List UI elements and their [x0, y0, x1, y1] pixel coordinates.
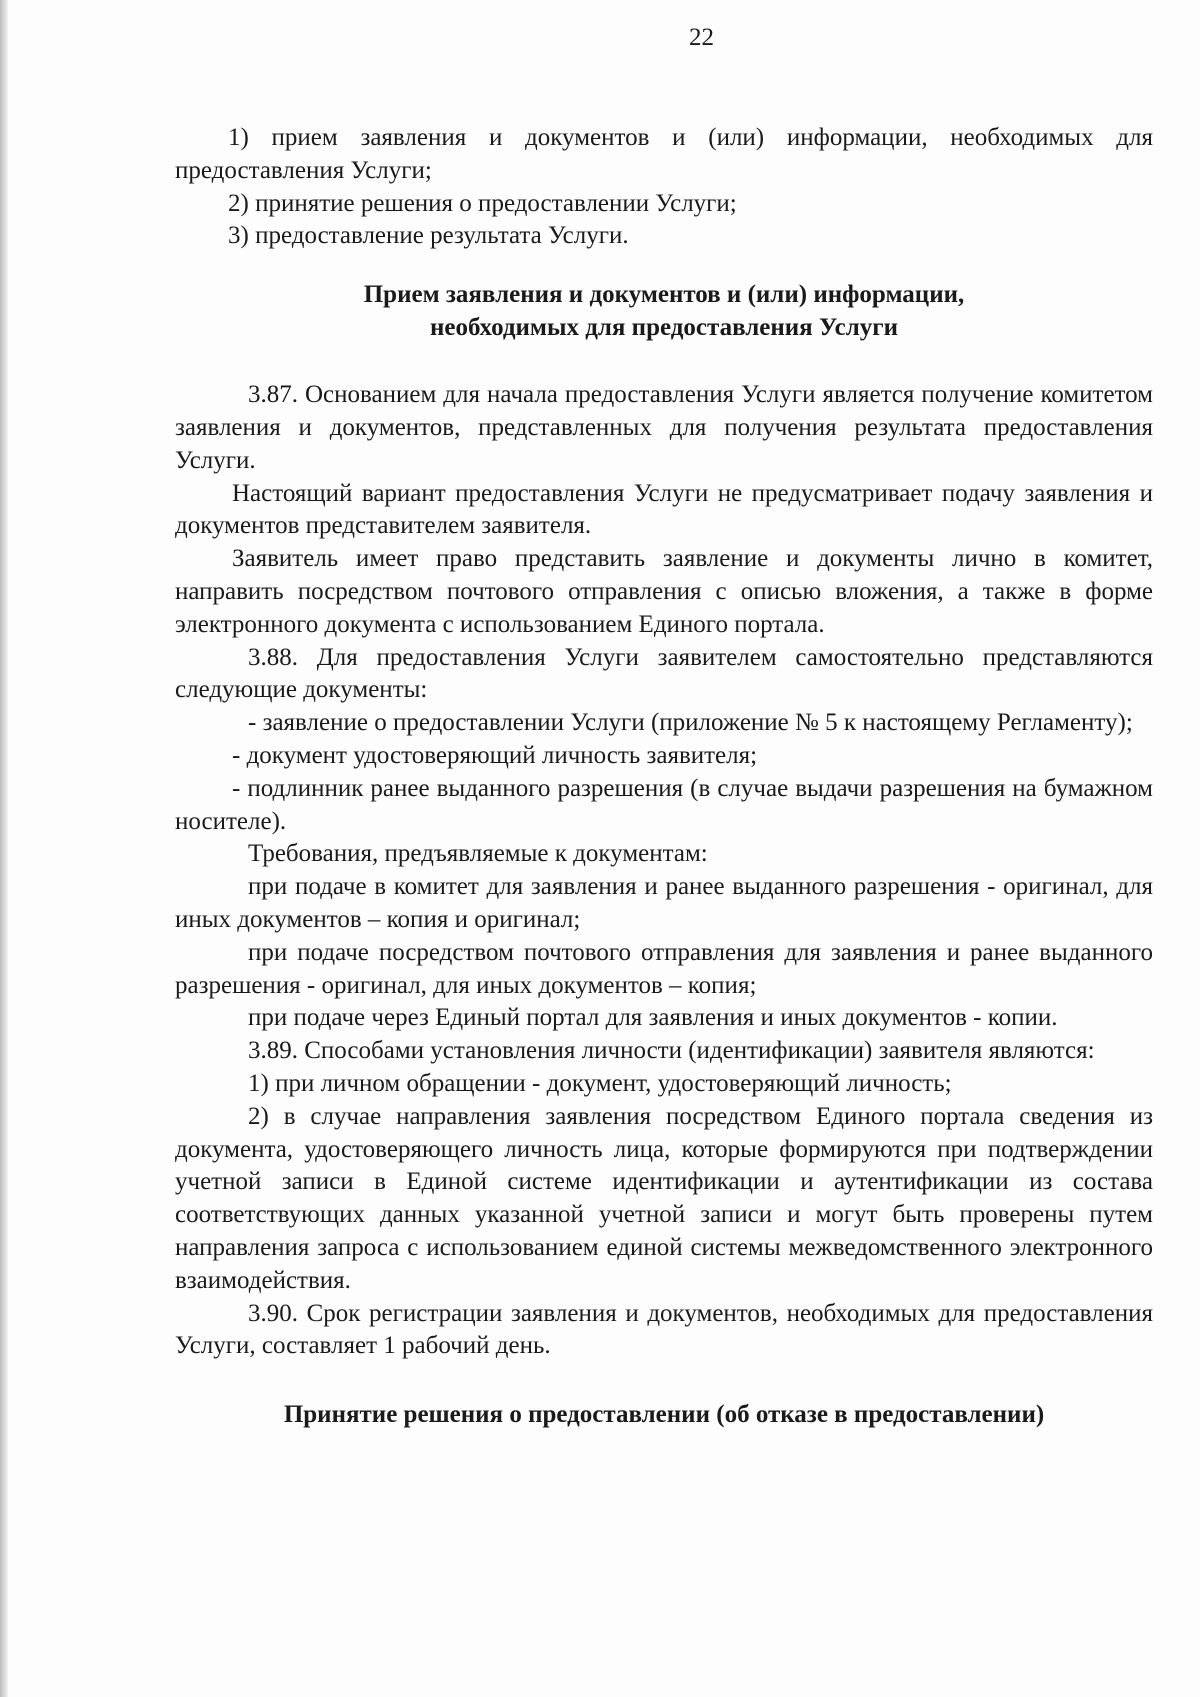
paragraph-applicant-right: Заявитель имеет право представить заявление и документы лично в комитет, направить посредством почтового отправления с описью вложения, а также в форме электронного документа с использованием Единого портала. [175, 545, 1153, 638]
requirement-3: при подаче через Единый портал для заявления и иных документов - копии. [248, 1004, 1058, 1032]
page-number: 22 [689, 24, 714, 51]
identification-item-2: 2) в случае направления заявления посредством Единого портала сведения из документа, удостоверяющего личность лица, которые формируются при подтверждении учетной записи в Единой системе идентификации и аутентификации из состава соответствующих данных указанной учетной записи и могут быть проверены путем направления запроса с использованием единой системы межведомственного электронного взаимодействия. [175, 1102, 1153, 1294]
document-body [175, 122, 1153, 1431]
paragraph-variant: Настоящий вариант предоставления Услуги не предусматривает подачу заявления и документов представителем заявителя. [175, 479, 1153, 540]
requirement-1: при подаче в комитет для заявления и ранее выданного разрешения - оригинал, для иных документов – копия и оригинал; [175, 873, 1153, 933]
intro-item-2: 2) принятие решения о предоставлении Услуги; [228, 189, 737, 217]
intro-item-3: 3) предоставление результата Услуги. [228, 222, 629, 250]
doc-list-item-2: - документ удостоверяющий личность заявителя; [232, 741, 758, 769]
requirements-title: Требования, предъявляемые к документам: [248, 840, 708, 868]
paragraph-3-89: 3.89. Способами установления личности (идентификации) заявителя являются: [248, 1037, 1095, 1065]
paragraph-3-87: 3.87. Основанием для начала предоставления Услуги является получение комитетом заявления и документов, представленных для получения результата предоставления Услуги. [175, 381, 1153, 474]
scan-edge [0, 0, 8, 1697]
identification-item-1: 1) при личном обращении - документ, удостоверяющий личность; [248, 1069, 952, 1097]
requirement-2: при подаче посредством почтового отправления для заявления и ранее выданного разрешения - оригинал, для иных документов – копия; [175, 938, 1153, 999]
doc-list-item-3: - подлинник ранее выданного разрешения (в случае выдачи разрешения на бумажном носителе). [175, 774, 1153, 835]
paragraph-3-88: 3.88. Для предоставления Услуги заявителем самостоятельно представляются следующие документы: [175, 643, 1153, 704]
section-heading-line-2: необходимых для предоставления Услуги [430, 314, 898, 342]
paragraph-3-90: 3.90. Срок регистрации заявления и документов, необходимых для предоставления Услуги, составляет 1 рабочий день. [175, 1299, 1153, 1360]
doc-list-item-1: - заявление о предоставлении Услуги (приложение № 5 к настоящему Регламенту); [248, 709, 1133, 737]
intro-item-1: 1) прием заявления и документов и (или) информации, необходимых для предоставления Услуги; [175, 124, 1153, 184]
section-heading-decision: Принятие решения о предоставлении (об отказе в предоставлении) [283, 1401, 1045, 1429]
section-heading-line-1: Прием заявления и документов и (или) информации, [363, 281, 965, 309]
